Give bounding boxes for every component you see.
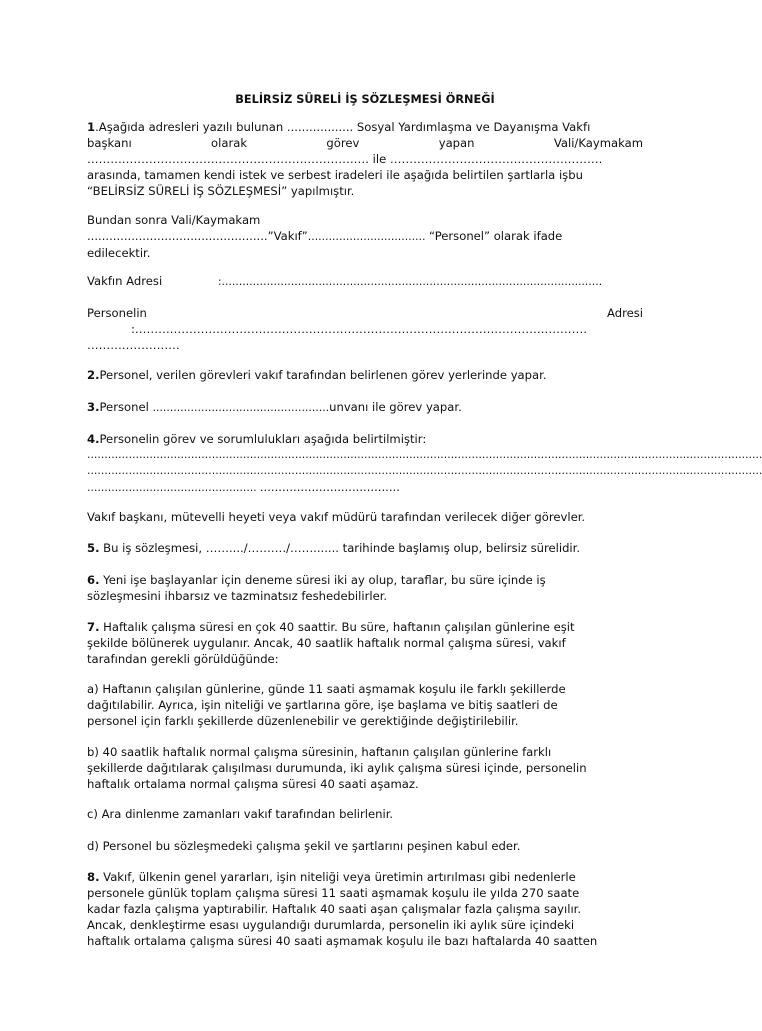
- item-6-line-2: sözleşmesini ihbarsız ve tazminatsız feshedebilirler.: [87, 589, 388, 603]
- item-4-dots-3b: ......................................: [259, 480, 400, 494]
- item-3-number: 3.: [87, 400, 100, 414]
- item-7d: [87, 838, 643, 854]
- document-title: BELİRSİZ SÜRELİ İŞ SÖZLEŞMESİ ÖRNEĞİ: [235, 93, 495, 106]
- definitions-line-2: [87, 228, 643, 245]
- item-7b-line-1: b) 40 saatlik haftalık normal çalışma süresinin, haftanın çalışılan günlerine farklı: [87, 745, 552, 759]
- item-5-number: 5.: [87, 541, 100, 555]
- item-7-line-2: şekilde bölünerek uygulanır. Ancak, 40 saatlik haftalık normal çalışma süresi, vakıf: [87, 636, 566, 650]
- item-8: [87, 869, 643, 949]
- item-4-dots-2: ……………………………………………………………………………………………………………………………………………………………………………: [87, 465, 762, 477]
- item-4-dots-3a: ………………………………………….: [87, 482, 260, 494]
- intro-line-3: ………………………………………………………………. ile ……………………………………………….: [87, 152, 603, 166]
- word-gorev: görev: [326, 136, 360, 150]
- item-7-line-3: tarafından gerekli görüldüğünde:: [87, 652, 279, 666]
- intro-text-1: .Aşağıda adresleri yazılı bulunan .................. Sosyal Yardımlaşma ve Dayanışma Vakfı: [95, 120, 591, 134]
- item-7a-line-2: dağıtılabilir. Ayrıca, işin niteliği ve şartlarına göre, işe başlama ve bitiş saatleri de: [87, 698, 558, 712]
- definitions-rest: “Personel” olarak ifade: [425, 229, 563, 243]
- item-6-line-1: Yeni işe başlayanlar için deneme süresi iki ay olup, taraflar, bu süre içinde iş: [99, 573, 546, 587]
- item-7: [87, 619, 643, 667]
- personnel-address-label-right: Adresi: [607, 306, 643, 320]
- word-yapan: yapan: [438, 136, 475, 150]
- definitions-line-1: Bundan sonra Vali/Kaymakam: [87, 213, 261, 227]
- foundation-address-label: Vakfın Adresi: [87, 274, 163, 288]
- item-2: [87, 367, 643, 383]
- item-4-dots-1: ……………………………………………………………………………………………………………………………………………………………………………: [87, 449, 762, 461]
- item-2-number: 2.: [87, 368, 100, 382]
- definitions-vakif: ”Vakıf”: [267, 229, 308, 243]
- item-3-text-a: Personel: [99, 400, 153, 414]
- intro-line-1: [87, 119, 643, 135]
- item-4-extra: [87, 509, 643, 525]
- item-7-number: 7.: [87, 620, 100, 634]
- item-2-text: Personel, verilen görevleri vakıf tarafından belirlenen görev yerlerinde yapar.: [99, 368, 547, 382]
- item-7d-text: d) Personel bu sözleşmedeki çalışma şekil ve şartlarını peşinen kabul eder.: [87, 839, 521, 853]
- item-7b: [87, 744, 643, 792]
- item-5-text-c: dir.: [562, 541, 581, 555]
- definitions-paragraph: [87, 212, 643, 261]
- item-7c: [87, 806, 643, 822]
- item-7a-line-3: personel için farklı şekillerde düzenlenebilir ve gerektiğinde değiştirilebilir.: [87, 714, 519, 728]
- item-7-line-1: Haftalık çalışma süresi en çok 40 saattir. Bu süre, haftanın çalışılan günlerine eşit: [99, 620, 575, 634]
- personnel-address-line-1: [87, 305, 643, 321]
- foundation-address-row: [87, 273, 643, 290]
- personnel-address-line-2: :………………………………………………………………………………………………………: [131, 322, 588, 336]
- intro-line-4: arasında, tamamen kendi istek ve serbest iradeleri ile aşağıda belirtilen şartlarla işbu: [87, 168, 583, 182]
- item-4-number: 4.: [87, 432, 100, 446]
- personnel-address-line-3: ……………………: [87, 338, 180, 352]
- definitions-line-3: edilecektir.: [87, 246, 151, 260]
- item-8-number: 8.: [87, 870, 100, 884]
- item-8-line-3: kadar fazla çalışma yaptırabilir. Haftalık 40 saati aşan çalışmalar fazla çalışma sayılır.: [87, 902, 582, 916]
- definitions-dots-1: .................................................: [87, 229, 268, 243]
- item-7a-line-1: a) Haftanın çalışılan günlerine, günde 11 saati aşmamak koşulu ile farklı şekillerde: [87, 682, 566, 696]
- item-6: [87, 572, 643, 604]
- item-7b-line-3: haftalık ortalama normal çalışma süresi 40 saati aşamaz.: [87, 777, 419, 791]
- foundation-address-value: :…………………………………………………………………………………………..……: [218, 276, 603, 288]
- definitions-dots-2: …………………………….: [307, 231, 426, 243]
- item-5-text-b: tarihinde başlamış olup, belirsiz süreli: [342, 541, 563, 555]
- intro-paragraph: [87, 119, 643, 199]
- item-7c-text: c) Ara dinlenme zamanları vakıf tarafından belirlenir.: [87, 807, 394, 821]
- word-baskani: başkanı: [87, 136, 132, 150]
- item-7b-line-2: şekillerde dağıtılarak çalışılması durumunda, iki aylık çalışma süresi içinde, personelin: [87, 761, 587, 775]
- item-8-line-2: personele günlük toplam çalışma süresi 11 saati aşmamak koşulu ile yılda 270 saate: [87, 886, 580, 900]
- word-vali-kaymakam: Vali/Kaymakam: [553, 136, 643, 150]
- personnel-address-label-left: Personelin: [87, 306, 147, 320]
- item-3: [87, 399, 643, 416]
- item-6-number: 6.: [87, 573, 100, 587]
- intro-line-5: “BELİRSİZ SÜRELİ İŞ SÖZLEŞMESİ” yapılmıştır.: [87, 184, 355, 198]
- item-8-line-4: Ancak, denkleştirme esası uygulandığı durumlarda, personelin iki aylık süre içindeki: [87, 918, 575, 932]
- item-5: [87, 540, 643, 556]
- item-5-text-a: Bu iş sözleşmesi, ……..../………./…….......: [99, 541, 343, 555]
- item-4-text: Personelin görev ve sorumlulukları aşağıda belirtilmiştir:: [99, 432, 427, 446]
- item-4-extra-text: Vakıf başkanı, mütevelli heyeti veya vakıf müdürü tarafından verilecek diğer görevler.: [87, 510, 586, 524]
- item-3-dots: ……………………………………………: [152, 402, 330, 414]
- word-olarak: olarak: [211, 136, 248, 150]
- personnel-address-block: [87, 305, 643, 353]
- intro-number: 1: [87, 120, 96, 134]
- intro-line-2: [87, 135, 643, 151]
- item-8-line-1: Vakıf, ülkenin genel yararları, işin niteliği veya üretimin artırılması gibi nedenlerle: [99, 870, 576, 884]
- item-4: [87, 431, 762, 496]
- item-3-text-b: unvanı ile görev yapar.: [329, 400, 462, 414]
- item-8-line-5: haftalık ortalama çalışma süresi 40 saati aşmamak koşulu ile bazı haftalarda 40 saatten: [87, 934, 598, 948]
- item-7a: [87, 681, 643, 729]
